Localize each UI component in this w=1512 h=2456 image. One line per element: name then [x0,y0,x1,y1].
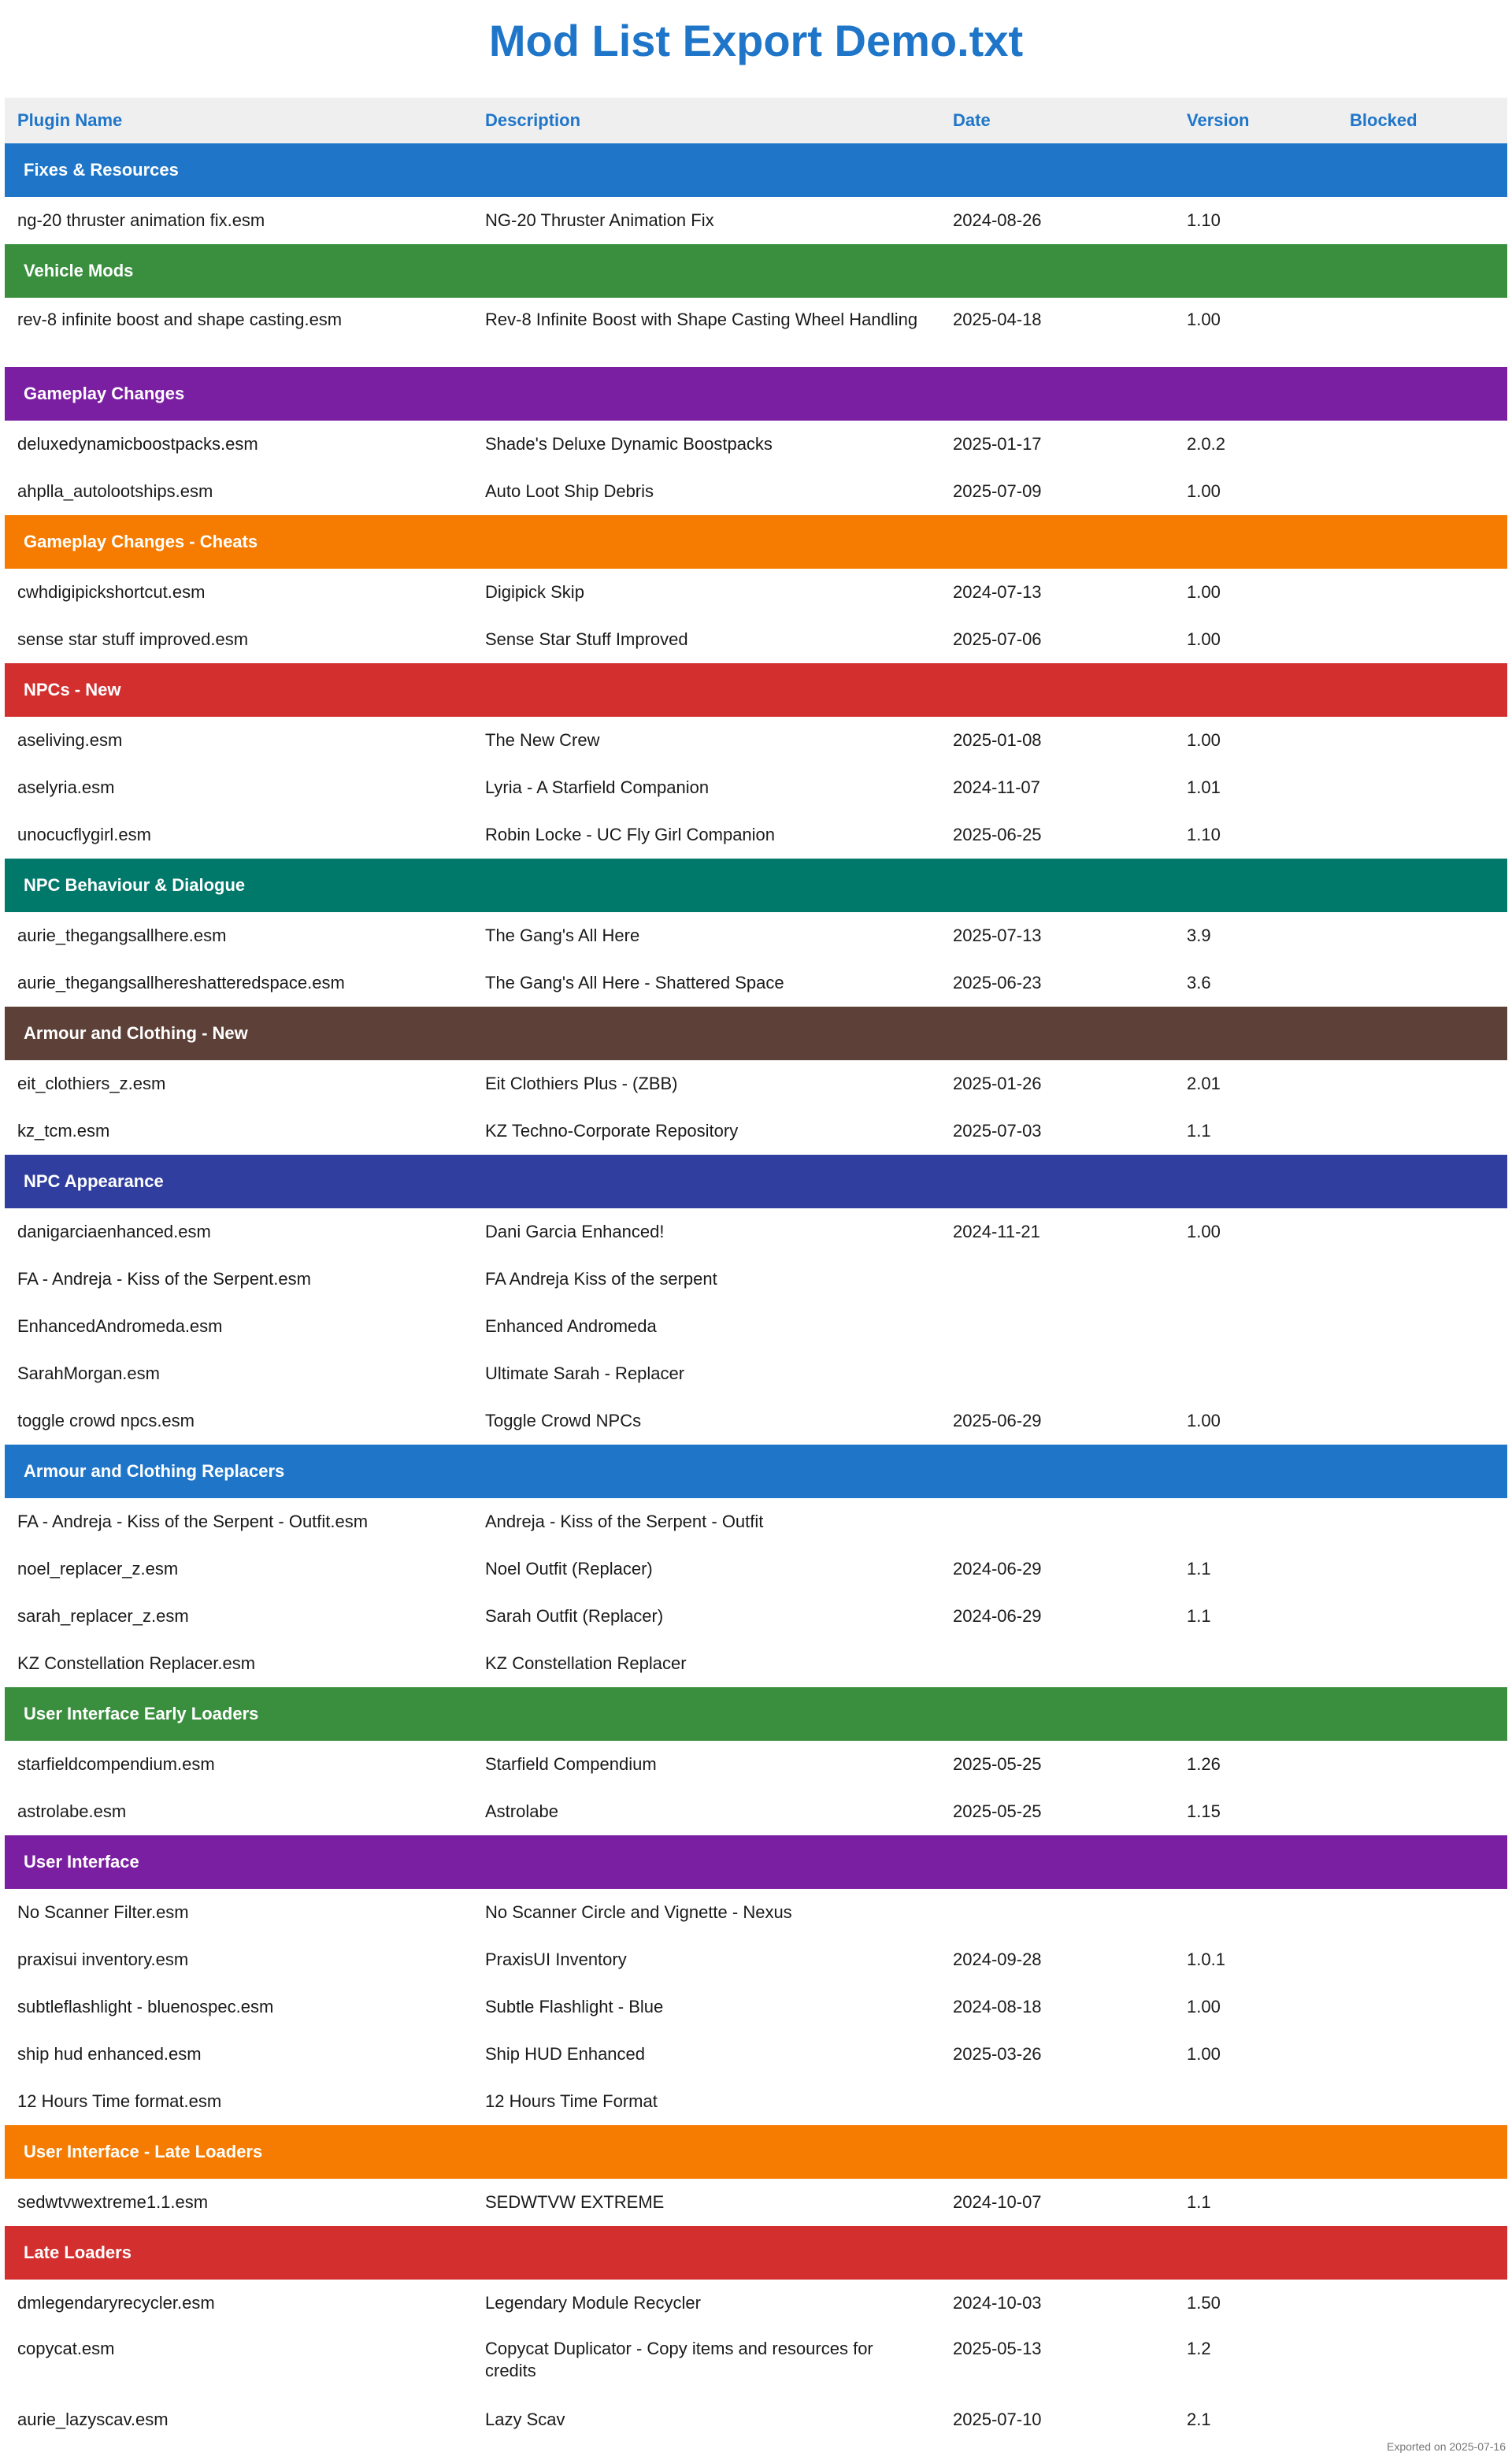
plugin-name-cell: sense star stuff improved.esm [17,629,249,649]
date-cell: 2024-11-07 [953,777,1040,797]
description-cell: Shade's Deluxe Dynamic Boostpacks [485,434,773,454]
description-cell: Auto Loot Ship Debris [485,481,654,501]
date-cell: 2024-07-13 [953,582,1042,602]
plugin-name-cell: sarah_replacer_z.esm [17,1606,189,1626]
description-cell: Subtle Flashlight - Blue [485,1997,664,2016]
version-cell: 1.00 [1187,2044,1221,2064]
version-cell: 1.10 [1187,210,1221,230]
description-cell: Digipick Skip [485,582,584,602]
table-row[interactable] [5,1350,1507,1397]
table-row[interactable] [5,616,1507,663]
description-cell: The New Crew [485,730,600,750]
group-header: Vehicle Mods [5,244,1507,298]
description-cell: The Gang's All Here [485,926,640,945]
plugin-name-cell: unocucflygirl.esm [17,825,151,844]
plugin-name-cell: aurie_thegangsallhereshatteredspace.esm [17,973,345,992]
description-cell: Starfield Compendium [485,1754,657,1774]
description-cell: 12 Hours Time Format [485,2091,658,2111]
plugin-name-cell: rev-8 infinite boost and shape casting.esm [17,310,343,329]
date-cell: 2024-10-03 [953,2293,1042,2313]
table-row[interactable] [5,2078,1507,2125]
table-row[interactable] [5,1889,1507,1936]
column-header-plugin-name[interactable]: Plugin Name [17,110,123,130]
column-header-blocked[interactable]: Blocked [1350,110,1418,130]
plugin-name-cell: noel_replacer_z.esm [17,1559,179,1579]
export-footer: Exported on 2025-07-16 [1387,2440,1506,2453]
description-cell: Lazy Scav [485,2410,565,2429]
plugin-name-cell: toggle crowd npcs.esm [17,1411,195,1430]
description-cell: NG-20 Thruster Animation Fix [485,210,714,230]
version-cell: 1.00 [1187,629,1221,649]
table-row[interactable] [5,959,1507,1007]
table-row[interactable] [5,1397,1507,1445]
version-cell: 1.00 [1187,1997,1221,2016]
plugin-name-cell: FA - Andreja - Kiss of the Serpent - Outfit.esm [17,1512,369,1531]
column-header-description[interactable]: Description [485,110,581,130]
group-header: NPC Appearance [5,1155,1507,1208]
table-row[interactable] [5,2031,1507,2078]
date-cell: 2025-01-17 [953,434,1042,454]
description-cell: Dani Garcia Enhanced! [485,1222,665,1241]
date-cell: 2025-07-13 [953,926,1042,945]
date-cell: 2025-06-23 [953,973,1042,992]
version-cell: 1.26 [1187,1754,1221,1774]
table-row[interactable] [5,2179,1507,2226]
version-cell: 1.00 [1187,481,1221,501]
column-header-version[interactable]: Version [1187,110,1250,130]
date-cell: 2024-10-07 [953,2192,1042,2212]
plugin-name-cell: ahplla_autolootships.esm [17,481,213,501]
plugin-name-cell: KZ Constellation Replacer.esm [17,1653,256,1673]
table-row[interactable] [5,1256,1507,1303]
plugin-name-cell: praxisui inventory.esm [17,1950,189,1969]
plugin-name-cell: starfieldcompendium.esm [17,1754,215,1774]
column-header-date[interactable]: Date [953,110,991,130]
date-cell: 2025-03-26 [953,2044,1042,2064]
plugin-name-cell: danigarciaenhanced.esm [17,1222,211,1241]
group-header: NPC Behaviour & Dialogue [5,859,1507,912]
table-row[interactable] [5,1545,1507,1593]
plugin-name-cell: dmlegendaryrecycler.esm [17,2293,215,2313]
table-row[interactable] [5,569,1507,616]
group-header: User Interface [5,1835,1507,1889]
plugin-name-cell: astrolabe.esm [17,1801,127,1821]
date-cell: 2025-07-06 [953,629,1042,649]
plugin-name-cell: cwhdigipickshortcut.esm [17,582,206,602]
table-header [5,98,1507,143]
table-row[interactable] [5,1593,1507,1640]
description-cell: SEDWTVW EXTREME [485,2192,665,2212]
table-row[interactable] [5,1060,1507,1107]
description-cell: Lyria - A Starfield Companion [485,777,710,797]
table-row[interactable] [5,2327,1507,2396]
description-cell: Eit Clothiers Plus - (ZBB) [485,1074,678,1093]
plugin-name-cell: eit_clothiers_z.esm [17,1074,166,1093]
version-cell: 1.00 [1187,310,1221,329]
plugin-name-cell: aselyria.esm [17,777,115,797]
table-row[interactable] [5,298,1507,367]
plugin-name-cell: aurie_thegangsallhere.esm [17,926,227,945]
version-cell: 2.01 [1187,1074,1221,1093]
date-cell: 2024-06-29 [953,1559,1042,1579]
table-row[interactable] [5,1788,1507,1835]
table-row[interactable] [5,717,1507,764]
date-cell: 2025-05-25 [953,1801,1042,1821]
date-cell: 2024-09-28 [953,1950,1042,1969]
plugin-name-cell: No Scanner Filter.esm [17,1902,189,1922]
table-row[interactable] [5,912,1507,959]
plugin-name-cell: 12 Hours Time format.esm [17,2091,222,2111]
version-cell: 1.1 [1187,1606,1211,1626]
table-row[interactable] [5,764,1507,811]
table-row[interactable] [5,421,1507,468]
version-cell: 1.01 [1187,777,1221,797]
plugin-name-cell: FA - Andreja - Kiss of the Serpent.esm [17,1269,311,1289]
description-cell: Toggle Crowd NPCs [485,1411,642,1430]
version-cell: 1.50 [1187,2293,1221,2313]
table-row[interactable] [5,1983,1507,2031]
plugin-name-cell: subtleflashlight - bluenospec.esm [17,1997,274,2016]
version-cell: 2.1 [1187,2410,1211,2429]
description-cell: Astrolabe [485,1801,558,1821]
table-row[interactable] [5,2396,1507,2443]
table-row[interactable] [5,197,1507,244]
version-cell: 1.00 [1187,730,1221,750]
description-cell: Rev-8 Infinite Boost with Shape Casting Wheel Handling [485,310,918,329]
plugin-name-cell: aseliving.esm [17,730,123,750]
description-cell: Legendary Module Recycler [485,2293,701,2313]
table-row[interactable] [5,1107,1507,1155]
date-cell: 2025-06-25 [953,825,1042,844]
group-header: Armour and Clothing - New [5,1007,1507,1060]
date-cell: 2025-07-10 [953,2410,1042,2429]
version-cell: 1.0.1 [1187,1950,1225,1969]
description-cell: Copycat Duplicator - Copy items and resources for credits [485,2339,873,2380]
version-cell: 1.00 [1187,582,1221,602]
version-cell: 1.1 [1187,1121,1211,1141]
plugin-name-cell: aurie_lazyscav.esm [17,2410,169,2429]
description-cell: PraxisUI Inventory [485,1950,627,1969]
version-cell: 1.15 [1187,1801,1221,1821]
description-cell: Noel Outfit (Replacer) [485,1559,653,1579]
plugin-name-cell: ng-20 thruster animation fix.esm [17,210,265,230]
description-cell: Ship HUD Enhanced [485,2044,646,2064]
date-cell: 2025-06-29 [953,1411,1042,1430]
description-cell: Sarah Outfit (Replacer) [485,1606,664,1626]
version-cell: 2.0.2 [1187,434,1225,454]
description-cell: Sense Star Stuff Improved [485,629,688,649]
table-row[interactable] [5,1741,1507,1788]
table-row[interactable] [5,1208,1507,1256]
description-cell: Andreja - Kiss of the Serpent - Outfit [485,1512,764,1531]
table-row[interactable] [5,1303,1507,1350]
description-cell: KZ Constellation Replacer [485,1653,687,1673]
date-cell: 2025-01-08 [953,730,1042,750]
version-cell: 1.1 [1187,2192,1211,2212]
version-cell: 1.10 [1187,825,1221,844]
table-row[interactable] [5,1498,1507,1545]
group-header: Gameplay Changes [5,367,1507,421]
group-header: User Interface - Late Loaders [5,2125,1507,2179]
table-row[interactable] [5,1936,1507,1983]
description-cell: KZ Techno-Corporate Repository [485,1121,739,1141]
plugin-name-cell: copycat.esm [17,2339,115,2358]
description-cell: The Gang's All Here - Shattered Space [485,973,784,992]
plugin-name-cell: EnhancedAndromeda.esm [17,1316,223,1336]
date-cell: 2024-11-21 [953,1222,1040,1241]
table-body [5,143,1507,2443]
group-header: Armour and Clothing Replacers [5,1445,1507,1498]
date-cell: 2024-06-29 [953,1606,1042,1626]
version-cell: 1.1 [1187,1559,1211,1579]
page-title: Mod List Export Demo.txt [488,16,1024,65]
plugin-name-cell: SarahMorgan.esm [17,1363,160,1383]
table-row[interactable] [5,468,1507,515]
table-row[interactable] [5,2280,1507,2327]
date-cell: 2024-08-26 [953,210,1042,230]
description-cell: No Scanner Circle and Vignette - Nexus [485,1902,792,1922]
date-cell: 2025-04-18 [953,310,1042,329]
date-cell: 2025-05-13 [953,2339,1042,2358]
description-cell: Ultimate Sarah - Replacer [485,1363,685,1383]
plugin-name-cell: ship hud enhanced.esm [17,2044,202,2064]
date-cell: 2024-08-18 [953,1997,1042,2016]
plugin-name-cell: kz_tcm.esm [17,1121,110,1141]
description-cell: Robin Locke - UC Fly Girl Companion [485,825,776,844]
date-cell: 2025-07-03 [953,1121,1042,1141]
plugin-name-cell: deluxedynamicboostpacks.esm [17,434,258,454]
version-cell: 3.6 [1187,973,1211,992]
version-cell: 1.00 [1187,1411,1221,1430]
date-cell: 2025-05-25 [953,1754,1042,1774]
group-header: Late Loaders [5,2226,1507,2280]
mod-table [5,98,1507,2443]
table-row[interactable] [5,811,1507,859]
date-cell: 2025-01-26 [953,1074,1042,1093]
group-header: Fixes & Resources [5,143,1507,197]
description-cell: FA Andreja Kiss of the serpent [485,1269,717,1289]
date-cell: 2025-07-09 [953,481,1042,501]
description-cell: Enhanced Andromeda [485,1316,657,1336]
plugin-name-cell: sedwtvwextreme1.1.esm [17,2192,209,2212]
version-cell: 1.00 [1187,1222,1221,1241]
version-cell: 3.9 [1187,926,1211,945]
group-header: User Interface Early Loaders [5,1687,1507,1741]
group-header: NPCs - New [5,663,1507,717]
version-cell: 1.2 [1187,2339,1211,2358]
group-header: Gameplay Changes - Cheats [5,515,1507,569]
table-row[interactable] [5,1640,1507,1687]
